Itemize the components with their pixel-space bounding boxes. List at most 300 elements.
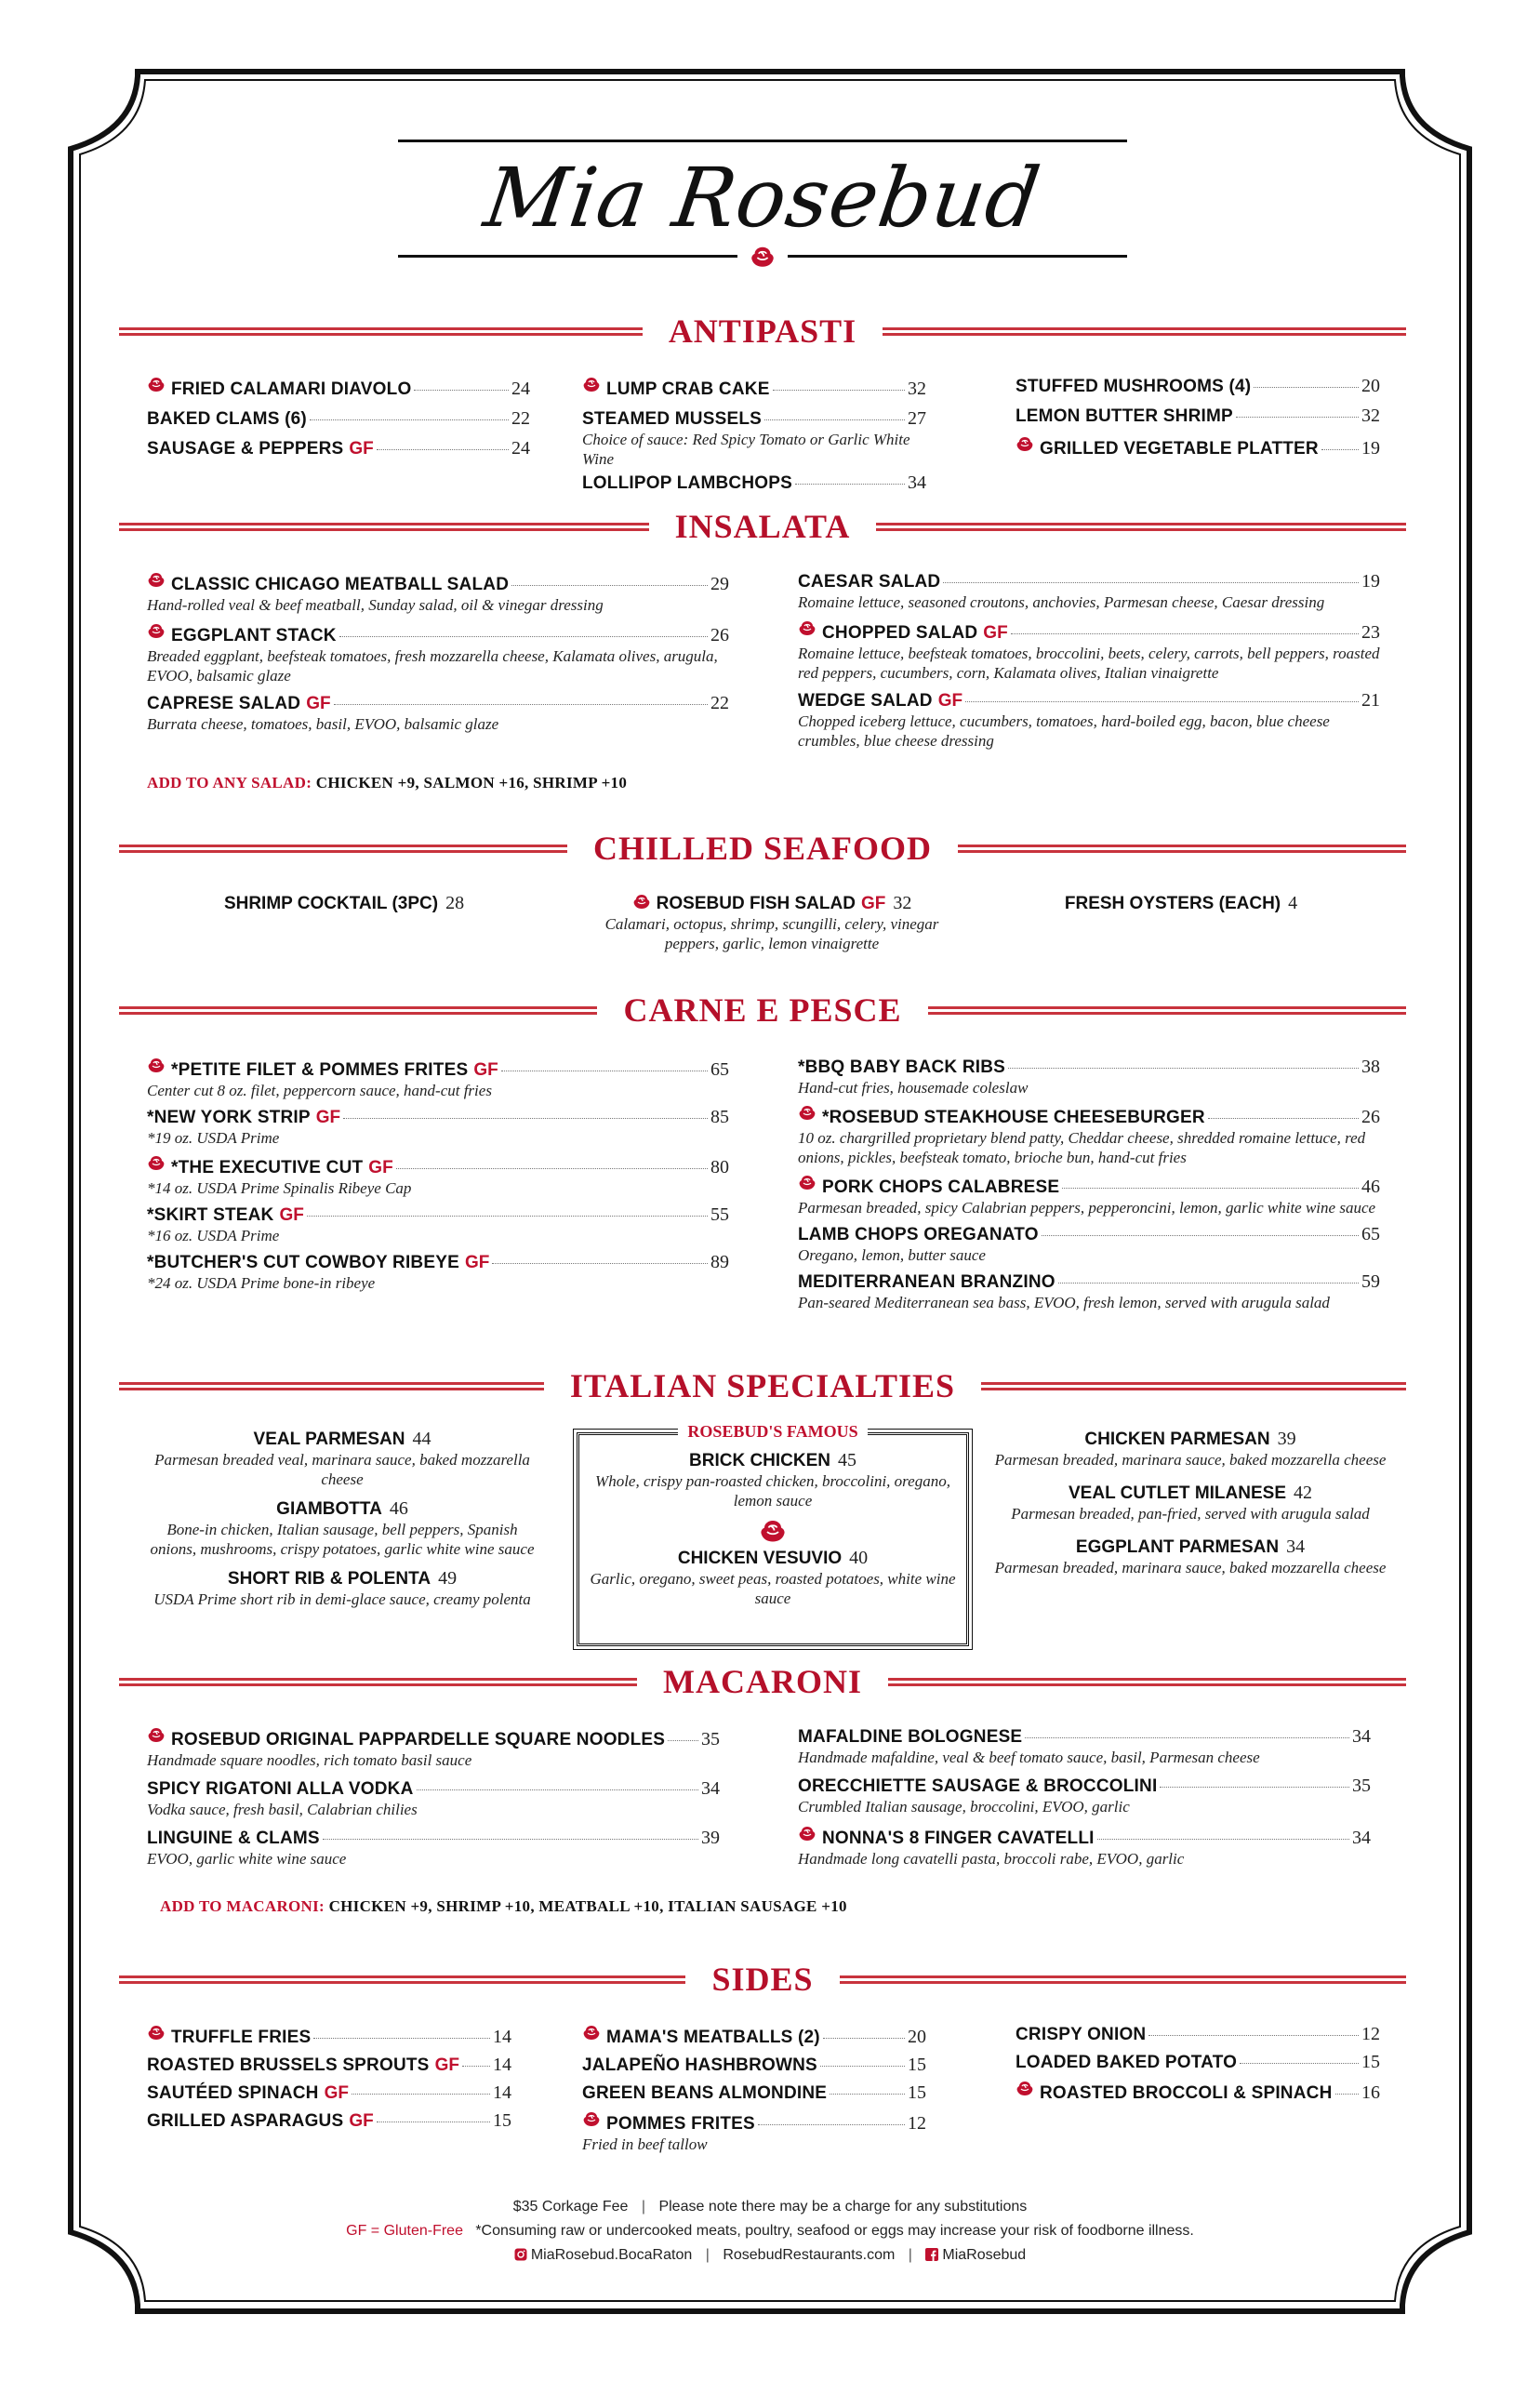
item-name: SAUSAGE & PEPPERS	[147, 439, 344, 459]
footer-line-1	[0, 2199, 1540, 2215]
menu-item-row	[147, 1154, 729, 1178]
item-description: Handmade mafaldine, veal & beef tomato sauce, basil, Parmesan cheese	[798, 1749, 1260, 1766]
menu-item	[582, 376, 926, 400]
item-price: 46	[1361, 1177, 1380, 1197]
item-price: 34	[1352, 1726, 1371, 1747]
section-title: CARNE E PESCE	[623, 991, 902, 1029]
substitution-note: Please note there may be a charge for any substitutions	[658, 2199, 1028, 2215]
famous-heading	[579, 1422, 966, 1442]
item-price: 28	[445, 893, 465, 913]
menu-item-row	[798, 1726, 1371, 1748]
item-description: Calamari, octopus, shrimp, scungilli, celery, vinegar peppers, garlic, lemon vinaigrette	[604, 915, 939, 952]
menu-item	[147, 622, 729, 685]
item-description: Romaine lettuce, seasoned croutons, anchovies, Parmesan cheese, Caesar dressing	[798, 593, 1325, 611]
dot-leader	[343, 1118, 708, 1119]
menu-item	[147, 1828, 720, 1869]
gluten-free-badge: GF	[464, 1253, 490, 1272]
item-description: Pan-seared Mediterranean sea bass, EVOO, fresh lemon, served with arugula salad	[798, 1294, 1330, 1311]
separator: |	[705, 2247, 710, 2263]
gluten-free-badge: GF	[473, 1060, 498, 1080]
item-name: EGGPLANT PARMESAN	[1075, 1537, 1280, 1557]
item-price: 34	[908, 472, 926, 493]
rule-left	[119, 1975, 685, 1984]
menu-item-row	[986, 1483, 1395, 1504]
section-heading-sides	[119, 1961, 1406, 1998]
menu-item-row	[582, 2055, 926, 2076]
dot-leader	[830, 2094, 905, 2095]
dot-leader	[377, 449, 509, 450]
menu-item-row	[1016, 406, 1380, 427]
dot-leader	[313, 2038, 490, 2039]
menu-item	[147, 1252, 729, 1293]
rule-left	[119, 327, 643, 336]
section-heading-italian-specialties	[119, 1367, 1406, 1404]
item-name: LINGUINE & CLAMS	[147, 1829, 320, 1848]
instagram-icon	[514, 2248, 527, 2261]
rose-signature-icon	[582, 376, 601, 394]
rose-signature-icon	[147, 622, 166, 641]
menu-item	[986, 1483, 1395, 1523]
gluten-free-badge: GF	[860, 894, 886, 913]
item-price: 12	[1361, 2024, 1380, 2044]
rose-signature-icon	[798, 1104, 816, 1123]
menu-item	[1016, 2052, 1380, 2073]
menu-item-row	[1016, 2080, 1380, 2104]
menu-item	[149, 893, 539, 914]
section-heading-antipasti	[119, 313, 1406, 350]
item-description: *16 oz. USDA Prime	[147, 1227, 280, 1244]
item-description: Hand-cut fries, housemade coleslaw	[798, 1079, 1029, 1097]
item-price: 14	[493, 2027, 511, 2047]
item-name: MAMA'S MEATBALLS (2)	[606, 2028, 820, 2047]
addon-label: ADD TO ANY SALAD:	[147, 774, 312, 791]
item-price: 20	[1361, 376, 1380, 396]
item-name: VEAL CUTLET MILANESE	[1069, 1483, 1286, 1503]
item-name: ROSEBUD ORIGINAL PAPPARDELLE SQUARE NOODLES	[171, 1730, 666, 1749]
item-description: Choice of sauce: Red Spicy Tomato or Garlic White Wine	[582, 431, 910, 468]
section-title: SIDES	[711, 1961, 814, 1998]
macaroni-addons	[160, 1897, 847, 1916]
gluten-free-badge: GF	[937, 691, 963, 711]
antipasti-column	[582, 376, 926, 502]
footer-line-3	[0, 2247, 1540, 2264]
item-description: Hand-rolled veal & beef meatball, Sunday salad, oil & vinegar dressing	[147, 596, 604, 614]
rule-left	[119, 1678, 637, 1686]
dot-leader	[1335, 2094, 1360, 2095]
item-price: 22	[710, 693, 729, 713]
menu-item-row	[986, 1429, 1395, 1450]
menu-item-row	[147, 1726, 720, 1750]
restaurant-name: Mia Rosebud	[479, 150, 1047, 246]
menu-item	[147, 1204, 729, 1245]
item-name: *PETITE FILET & POMMES FRITES	[171, 1060, 469, 1080]
menu-item-row	[579, 1548, 966, 1569]
gluten-free-badge: GF	[349, 2111, 374, 2131]
item-name: JALAPEÑO HASHBROWNS	[582, 2055, 817, 2075]
sides-column	[582, 2024, 926, 2161]
dot-leader	[1240, 2063, 1359, 2064]
section-title: ITALIAN SPECIALTIES	[569, 1367, 956, 1404]
dot-leader	[1160, 1787, 1349, 1788]
dot-leader	[307, 1216, 708, 1217]
website-link[interactable]: RosebudRestaurants.com	[723, 2247, 896, 2263]
menu-item	[147, 2110, 511, 2132]
food-safety-warning: *Consuming raw or undercooked meats, poultry, seafood or eggs may increase your risk of foodborne illness.	[475, 2223, 1194, 2239]
item-description: Garlic, oregano, sweet peas, roasted potatoes, white wine sauce	[590, 1570, 956, 1607]
menu-item	[798, 1057, 1380, 1097]
antipasti-column	[1016, 376, 1380, 468]
gluten-free-badge: GF	[324, 2083, 349, 2103]
menu-item-row	[582, 2024, 926, 2048]
item-price: 40	[849, 1548, 869, 1568]
item-description: Center cut 8 oz. filet, peppercorn sauce, hand-cut fries	[147, 1082, 492, 1099]
item-price: 34	[701, 1778, 720, 1799]
menu-item	[582, 408, 926, 469]
item-price: 19	[1361, 571, 1380, 592]
italian-left-column	[147, 1429, 538, 1618]
menu-item	[582, 2082, 926, 2104]
menu-item-row	[149, 893, 539, 914]
menu-item-row	[147, 1429, 538, 1450]
menu-item-row	[147, 622, 729, 646]
item-name: CAPRESE SALAD	[147, 694, 301, 713]
menu-item-row	[798, 571, 1380, 592]
item-price: 26	[1361, 1107, 1380, 1127]
item-name: LEMON BUTTER SHRIMP	[1016, 406, 1233, 426]
section-title: MACARONI	[663, 1663, 862, 1700]
menu-item	[147, 1778, 720, 1819]
item-name: BRICK CHICKEN	[689, 1451, 830, 1470]
item-price: 19	[1361, 438, 1380, 459]
menu-item	[147, 1568, 538, 1609]
rose-signature-icon	[1016, 2080, 1034, 2098]
facebook-link[interactable]: MiaRosebud	[942, 2247, 1027, 2263]
item-description: Parmesan breaded, pan-fried, served with arugula salad	[1011, 1505, 1370, 1523]
dot-leader	[943, 582, 1359, 583]
item-price: 59	[1361, 1271, 1380, 1292]
menu-item-row	[147, 693, 729, 714]
menu-item	[147, 408, 530, 430]
menu-item	[1016, 2024, 1380, 2045]
menu-item	[577, 893, 967, 953]
rose-signature-icon	[147, 2024, 166, 2042]
menu-item	[986, 893, 1376, 914]
item-name: POMMES FRITES	[606, 2114, 755, 2134]
item-description: *14 oz. USDA Prime Spinalis Ribeye Cap	[147, 1179, 412, 1197]
menu-item	[1016, 376, 1380, 397]
dot-leader	[1025, 1737, 1349, 1738]
dot-leader	[1062, 1188, 1359, 1189]
dot-leader	[965, 701, 1359, 702]
dot-leader	[1254, 387, 1359, 388]
item-name: *BUTCHER'S CUT COWBOY RIBEYE	[147, 1253, 459, 1272]
item-name: CHOPPED SALAD	[822, 623, 978, 643]
item-description: Chopped iceberg lettuce, cucumbers, tomatoes, hard-boiled egg, bacon, blue cheese crumbles, blue cheese dressing	[798, 712, 1330, 750]
menu-item-row	[798, 1271, 1380, 1293]
item-name: SHORT RIB & POLENTA	[227, 1569, 431, 1589]
section-title: CHILLED SEAFOOD	[592, 830, 933, 867]
item-name: LUMP CRAB CAKE	[606, 379, 770, 399]
menu-item-row	[147, 1828, 720, 1849]
item-price: 32	[893, 893, 912, 913]
menu-item-row	[147, 376, 530, 400]
menu-item	[798, 1174, 1380, 1217]
item-name: CRISPY ONION	[1016, 2025, 1147, 2044]
menu-item	[798, 1271, 1380, 1312]
item-name: GREEN BEANS ALMONDINE	[582, 2083, 828, 2103]
item-price: 65	[1361, 1224, 1380, 1244]
dot-leader	[1097, 1839, 1349, 1840]
item-description: USDA Prime short rib in demi-glace sauce, creamy polenta	[153, 1590, 531, 1608]
item-description: Handmade long cavatelli pasta, broccoli rabe, EVOO, garlic	[798, 1850, 1185, 1868]
item-name: *BBQ BABY BACK RIBS	[798, 1057, 1006, 1077]
item-price: 24	[511, 379, 530, 399]
item-name: WEDGE SALAD	[798, 691, 933, 711]
menu-item-row	[582, 2110, 926, 2135]
item-name: *SKIRT STEAK	[147, 1205, 274, 1225]
sides-column	[147, 2024, 511, 2138]
dot-leader	[396, 1168, 708, 1169]
menu-item-row	[1016, 2052, 1380, 2073]
gluten-free-badge: GF	[306, 694, 331, 713]
item-name: CHICKEN PARMESAN	[1084, 1430, 1270, 1449]
section-title: INSALATA	[674, 508, 851, 545]
item-price: 39	[701, 1828, 720, 1848]
item-description: Breaded eggplant, beefsteak tomatoes, fresh mozzarella cheese, Kalamata olives, arugula, EVOO, balsamic glaze	[147, 647, 718, 685]
rule-left	[119, 1006, 597, 1015]
item-name: MAFALDINE BOLOGNESE	[798, 1727, 1023, 1747]
footer-line-2	[0, 2223, 1540, 2240]
menu-item-row	[582, 2082, 926, 2104]
menu-item-row	[1016, 376, 1380, 397]
famous-items	[579, 1450, 966, 1612]
rule-left	[119, 845, 567, 853]
item-name: ROSEBUD FISH SALAD	[656, 894, 856, 913]
menu-item	[579, 1548, 966, 1608]
item-price: 29	[710, 574, 729, 594]
dot-leader	[820, 2066, 905, 2067]
gluten-free-badge: GF	[349, 439, 374, 459]
rule-right	[883, 327, 1406, 336]
item-name: LAMB CHOPS OREGANATO	[798, 1225, 1039, 1244]
menu-item	[147, 2055, 511, 2076]
item-name: STUFFED MUSHROOMS (4)	[1016, 377, 1252, 396]
item-price: 49	[438, 1568, 458, 1589]
dot-leader	[417, 1789, 698, 1790]
item-name: TRUFFLE FRIES	[171, 2028, 312, 2047]
menu-item-row	[798, 690, 1380, 712]
dot-leader	[492, 1263, 708, 1264]
macaroni-left-column	[147, 1726, 720, 1877]
dot-leader	[1148, 2035, 1359, 2036]
gluten-free-badge: GF	[368, 1158, 393, 1177]
gluten-free-badge: GF	[983, 623, 1008, 643]
item-price: 15	[908, 2082, 926, 2103]
menu-item	[986, 1536, 1395, 1577]
menu-item-row	[582, 376, 926, 400]
insalata-left-column	[147, 571, 729, 741]
section-heading-insalata	[119, 508, 1406, 545]
item-name: CHICKEN VESUVIO	[677, 1549, 843, 1568]
restaurant-logo	[398, 140, 1127, 270]
rose-signature-icon	[147, 1726, 166, 1745]
addon-label: ADD TO MACARONI:	[160, 1897, 325, 1915]
dot-leader	[462, 2066, 490, 2067]
menu-item	[582, 2110, 926, 2154]
menu-item	[1016, 406, 1380, 427]
item-price: 44	[412, 1429, 431, 1449]
seafood-column	[149, 893, 539, 914]
menu-item-row	[147, 1252, 729, 1273]
menu-item-row	[147, 1057, 729, 1081]
rose-signature-icon	[582, 2110, 601, 2129]
menu-item-row	[147, 2082, 511, 2104]
section-heading-carne-e-pesce	[119, 991, 1406, 1029]
item-price: 24	[511, 438, 530, 459]
item-name: CLASSIC CHICAGO MEATBALL SALAD	[171, 575, 510, 594]
item-name: ROASTED BROCCOLI & SPINACH	[1040, 2083, 1333, 2103]
menu-item	[147, 1107, 729, 1148]
antipasti-column	[147, 376, 530, 468]
rose-signature-icon	[798, 1825, 816, 1843]
menu-item	[147, 376, 530, 400]
dot-leader	[1058, 1283, 1359, 1284]
item-description: Bone-in chicken, Italian sausage, bell peppers, Spanish onions, mushrooms, crispy potatoes, garlic white wine sauce	[150, 1521, 535, 1558]
menu-item-row	[147, 1568, 538, 1590]
menu-item-row	[986, 1536, 1395, 1558]
facebook-icon	[925, 2248, 938, 2261]
dot-leader	[1011, 633, 1359, 634]
dot-leader	[334, 704, 708, 705]
item-price: 14	[493, 2055, 511, 2075]
menu-item-row	[147, 2024, 511, 2048]
menu-item-row	[798, 1776, 1371, 1797]
item-price: 89	[710, 1252, 729, 1272]
dot-leader	[764, 419, 905, 420]
logo-rule-top	[398, 140, 1127, 142]
carne-left-column	[147, 1057, 729, 1299]
item-price: 27	[908, 408, 926, 429]
menu-item	[147, 693, 729, 734]
item-price: 35	[1352, 1776, 1371, 1796]
addon-value: CHICKEN +9, SALMON +16, SHRIMP +10	[312, 774, 628, 791]
item-price: 20	[908, 2027, 926, 2047]
gluten-free-badge: GF	[315, 1108, 341, 1127]
item-price: 46	[389, 1498, 408, 1519]
item-description: *19 oz. USDA Prime	[147, 1129, 280, 1147]
instagram-link[interactable]: MiaRosebud.BocaRaton	[530, 2247, 693, 2263]
section-heading-macaroni	[119, 1663, 1406, 1700]
carne-right-column	[798, 1057, 1380, 1319]
item-price: 23	[1361, 622, 1380, 643]
menu-item	[147, 571, 729, 615]
item-description: Vodka sauce, fresh basil, Calabrian chilies	[147, 1801, 418, 1818]
menu-item	[147, 2082, 511, 2104]
menu-item	[147, 1057, 729, 1100]
gluten-free-badge: GF	[434, 2055, 459, 2075]
item-price: 15	[908, 2055, 926, 2075]
item-description: Parmesan breaded veal, marinara sauce, baked mozzarella cheese	[154, 1451, 530, 1488]
item-price: 12	[908, 2113, 926, 2134]
rule-right	[928, 1006, 1406, 1015]
menu-item-row	[147, 571, 729, 595]
menu-item-row	[147, 1778, 720, 1800]
macaroni-right-column	[798, 1726, 1371, 1877]
item-description: Parmesan breaded, marinara sauce, baked mozzarella cheese	[994, 1559, 1387, 1576]
item-name: GRILLED VEGETABLE PLATTER	[1040, 439, 1319, 459]
menu-item-row	[147, 408, 530, 430]
menu-item-row	[147, 438, 530, 459]
item-price: 15	[1361, 2052, 1380, 2072]
menu-item-row	[147, 1204, 729, 1226]
menu-item-row	[582, 472, 926, 494]
rose-signature-icon	[582, 2024, 601, 2042]
item-price: 15	[493, 2110, 511, 2131]
item-description: Parmesan breaded, marinara sauce, baked mozzarella cheese	[994, 1451, 1387, 1469]
seafood-column	[986, 893, 1376, 914]
italian-right-column	[986, 1429, 1395, 1590]
sides-column	[1016, 2024, 1380, 2110]
gluten-free-badge: GF	[279, 1205, 304, 1225]
menu-item	[579, 1450, 966, 1510]
item-price: 34	[1286, 1536, 1306, 1557]
menu-item	[798, 1776, 1371, 1816]
dot-leader	[1042, 1235, 1359, 1236]
menu-item-row	[582, 408, 926, 430]
dot-leader	[1236, 417, 1359, 418]
seafood-column	[577, 893, 967, 953]
item-price: 85	[710, 1107, 729, 1127]
rule-left	[119, 523, 649, 531]
item-name: STEAMED MUSSELS	[582, 409, 763, 429]
rose-signature-icon	[147, 571, 166, 590]
menu-item-row	[798, 1174, 1380, 1198]
rule-right	[840, 1975, 1406, 1984]
item-price: 55	[710, 1204, 729, 1225]
rule-right	[888, 1678, 1406, 1686]
item-description: Whole, crispy pan-roasted chicken, broccolini, oregano, lemon sauce	[595, 1472, 950, 1510]
logo-rule-bottom-right	[788, 255, 1127, 258]
gf-legend: GF = Gluten-Free	[346, 2223, 463, 2239]
menu-item	[986, 1429, 1395, 1470]
menu-item-row	[798, 1104, 1380, 1128]
menu-item	[147, 2024, 511, 2048]
menu-item	[1016, 435, 1380, 459]
dot-leader	[511, 585, 708, 586]
item-name: *THE EXECUTIVE CUT	[171, 1158, 364, 1177]
menu-item	[582, 472, 926, 494]
item-name: ROASTED BRUSSELS SPROUTS	[147, 2055, 430, 2075]
menu-item-row	[147, 1107, 729, 1128]
salad-addons	[147, 774, 627, 792]
menu-item	[582, 2055, 926, 2076]
item-price: 45	[838, 1450, 856, 1470]
item-name: VEAL PARMESAN	[253, 1430, 405, 1449]
menu-item-row	[798, 1224, 1380, 1245]
item-price: 26	[710, 625, 729, 645]
dot-leader	[823, 2038, 905, 2039]
item-name: *ROSEBUD STEAKHOUSE CHEESEBURGER	[822, 1108, 1205, 1127]
item-description: Burrata cheese, tomatoes, basil, EVOO, balsamic glaze	[147, 715, 499, 733]
menu-item	[798, 571, 1380, 612]
menu-item-row	[1016, 435, 1380, 459]
menu-item	[798, 1224, 1380, 1265]
menu-item	[147, 1429, 538, 1489]
menu-item	[147, 1498, 538, 1559]
item-description: Crumbled Italian sausage, broccolini, EVOO, garlic	[798, 1798, 1130, 1816]
dot-leader	[310, 419, 509, 420]
menu-item	[582, 2024, 926, 2048]
